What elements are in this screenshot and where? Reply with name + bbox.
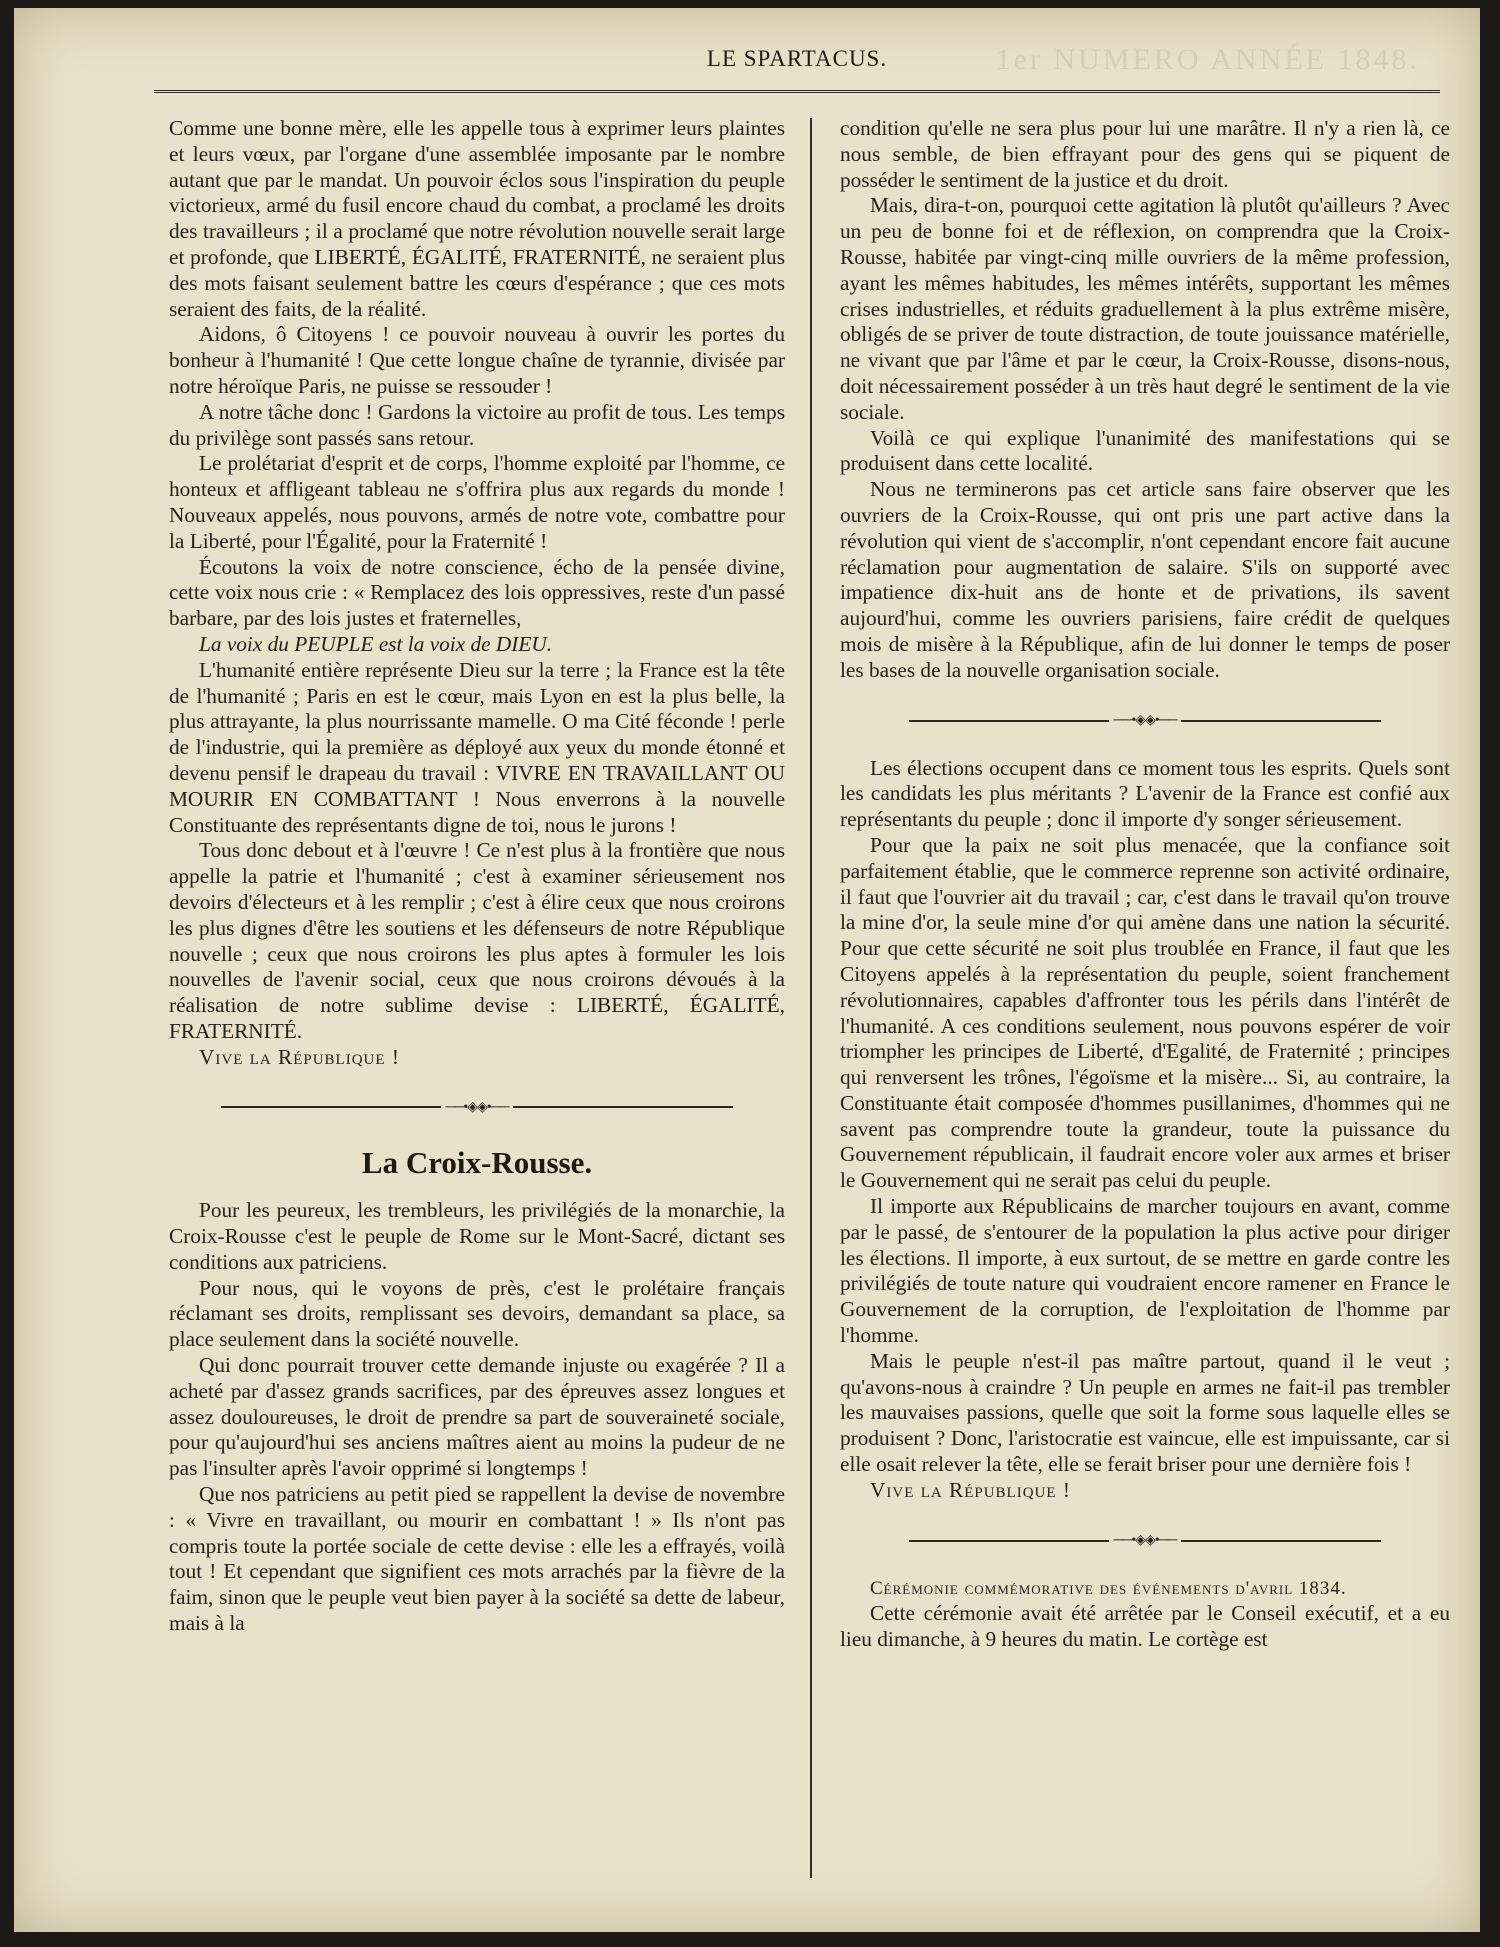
paragraph: Voilà ce qui explique l'unanimité des manifestations qui se produisent dans cette localité.: [840, 425, 1450, 476]
newspaper-title: LE SPARTACUS.: [706, 46, 888, 71]
paragraph: Qui donc pourrait trouver cette demande injuste ou exagérée ? Il a acheté par d'assez grands sacrifices, par des épreuves assez longues et assez douloureuses, le droit de prendre sa part de souveraineté sociale, pour qu'aujourd'hui ses anciens maîtres aient au moins la pudeur de ne pas l'insulter après l'avoir opprimé si longtemps !: [169, 1353, 785, 1481]
paragraph: Écoutons la voix de notre conscience, écho de la pensée divine, cette voix nous crie : « Remplacez des lois oppressives, reste d'un passé barbare, par des lois justes et fraternelles,: [169, 554, 785, 631]
paragraph: Il importe aux Républicains de marcher toujours en avant, comme par le passé, de s'entourer de la population la plus active pour diriger les élections. Il importe, à eux surtout, de se mettre en garde contre les privilégiés de toute nature qui voudraient encore ramener en France le Gouvernement de la corruption, de l'exploitation de l'homme par l'homme.: [840, 1194, 1450, 1348]
column-divider: [810, 118, 812, 1878]
closing-slogan: Vive la République !: [870, 1477, 1071, 1502]
paragraph: Cette cérémonie avait été arrêtée par le Conseil exécutif, et a eu lieu dimanche, à 9 heures du matin. Le cortège est: [840, 1601, 1450, 1652]
right-column: [840, 116, 1450, 1653]
paragraph: Le prolétariat d'esprit et de corps, l'homme exploité par l'homme, ce honteux et affligeant tableau ne s'offrira plus aux regards du monde ! Nouveaux appelés, nous pouvons, armés de notre vote, combattre pour la Liberté, pour l'Égalité, pour la Fraternité !: [169, 451, 785, 553]
article-heading: Cérémonie commémorative des événements d'avril 1834.: [870, 1577, 1347, 1599]
paragraph: Tous donc debout et à l'œuvre ! Ce n'est plus à la frontière que nous appelle la patrie et l'humanité ; c'est à examiner sérieusement nos devoirs d'électeurs et à les remplir ; c'est à élire ceux que nous croirons les plus dignes d'être les soutiens et les défenseurs de notre République nouvelle ; ceux que nous croirons les plus aptes à formuler les lois nouvelles de l'avenir social, ceux que nous croirons dévoués à la réalisation de notre sublime devise : LIBERTÉ, ÉGALITÉ, FRATERNITÉ.: [169, 838, 785, 1043]
paragraph: Nous ne terminerons pas cet article sans faire observer que les ouvriers de la Croix-Rousse, qui ont pris une part active dans la révolution qui vient de s'accomplir, n'ont cependant encore fait aucune réclamation pour augmentation de salaire. S'ils on supporté avec impatience dix-huit ans de honte et de privations, ils savent aujourd'hui, comme les ouvriers parisiens, faire crédit de quelques mois de misère à la République, afin de lui donner le temps de poser les bases de la nouvelle organisation sociale.: [840, 477, 1450, 682]
paragraph: Les élections occupent dans ce moment tous les esprits. Quels sont les candidats les plus méritants ? L'avenir de la France est confié aux représentants du peuple ; donc il importe d'y songer sérieusement.: [840, 755, 1450, 832]
paragraph: Mais le peuple n'est-il pas maître partout, quand il le veut ; qu'avons-nous à craindre ? Un peuple en armes ne fait-il pas trembler les mauvaises passions, quelle que soit la forme sous laquelle elles se produisent ? Donc, l'aristocratie est vaincue, elle est impuissante, car si elle osait relever la tête, elle se ferait briser pour une dernière fois !: [840, 1348, 1450, 1477]
closing-slogan: Vive la République !: [199, 1044, 400, 1069]
paragraph: Pour les peureux, les trembleurs, les privilégiés de la monarchie, la Croix-Rousse c'est le peuple de Rome sur le Mont-Sacré, dictant ses conditions aux patriciens.: [169, 1198, 785, 1274]
masthead: [154, 38, 1440, 93]
quote-line: La voix du PEUPLE est la voix de DIEU.: [199, 631, 553, 656]
paragraph: Que nos patriciens au petit pied se rappellent la devise de novembre : « Vivre en travaillant, ou mourir en combattant ! » Ils n'ont pas compris toute la portée sociale de cette devise : elle les a effrayés, voilà tout ! Et cependant que signifient ces mots arrachés par la fièvre de la faim, sinon que le peuple veut bien payer à la société sa dette de labeur, mais à la: [169, 1482, 785, 1636]
paragraph: Mais, dira-t-on, pourquoi cette agitation là plutôt qu'ailleurs ? Avec un peu de bonne foi et de réflexion, on comprendra que la Croix-Rousse, habitée par vingt-cinq mille ouvriers de la même profession, ayant les mêmes habitudes, les mêmes intérêts, supportant les mêmes crises industrielles, et réduits graduellement à la plus extrême misère, obligés de se priver de toute distraction, de toute jouissance matérielle, ne vivant que par l'âme et par le cœur, la Croix-Rousse, disons-nous, doit nécessairement posséder à un très haut degré le sentiment de la vie sociale.: [840, 193, 1450, 424]
paragraph: condition qu'elle ne sera plus pour lui une marâtre. Il n'y a rien là, ce nous semble, de bien effrayant pour des gens qui se piquent de posséder le sentiment de la justice et du droit.: [840, 116, 1450, 192]
section-divider-ornament: ──•◈◈•──: [840, 1520, 1450, 1562]
section-divider-ornament: ──•◈◈•──: [169, 1086, 785, 1128]
paragraph: A notre tâche donc ! Gardons la victoire au profit de tous. Les temps du privilège sont passés sans retour.: [169, 399, 785, 450]
paragraph: Comme une bonne mère, elle les appelle tous à exprimer leurs plaintes et leurs vœux, par l'organe d'une assemblée imposante par le nombre autant que par le mandat. Un pouvoir éclos sous l'inspiration du peuple victorieux, armé du fusil encore chaud du combat, a proclamé les droits des travailleurs ; il a proclamé que notre révolution nouvelle serait large et profonde, que LIBERTÉ, ÉGALITÉ, FRATERNITÉ, ne seraient plus des mots faisant seulement battre les cœurs d'espérance ; que ces mots seraient des faits, de la réalité.: [169, 116, 785, 321]
left-column: [169, 116, 785, 1637]
section-title: La Croix-Rousse.: [361, 1145, 593, 1181]
paragraph: Pour nous, qui le voyons de près, c'est le prolétaire français réclamant ses droits, remplissant ses devoirs, demandant sa place, sa place seulement dans la société nouvelle.: [169, 1275, 785, 1352]
bleed-through-header: 1er NUMERO ANNÉE 1848.: [995, 43, 1420, 76]
paragraph: L'humanité entière représente Dieu sur la terre ; la France est la tête de l'humanité ; Paris en est le cœur, mais Lyon en est la plus belle, la plus attrayante, la plus nourrissante mamelle. O ma Cité féconde ! perle de l'industrie, qui la première as déployé aux yeux du monde étonné et devenu pensif le drapeau du travail : VIVRE EN TRAVAILLANT OU MOURIR EN COMBATTANT ! Nous enverrons à la nouvelle Constituante des représentants digne de toi, nous le jurons !: [169, 657, 785, 837]
section-divider-ornament: ──•◈◈•──: [840, 700, 1450, 742]
paragraph: Pour que la paix ne soit plus menacée, que la confiance soit parfaitement établie, que le commerce reprenne son activité ordinaire, il faut que l'ouvrier ait du travail ; car, c'est dans le travail qu'on trouve la mine d'or, la seule mine d'or qui amène dans une nation la sécurité. Pour que cette sécurité ne soit plus troublée en France, il faut que les Citoyens appelés à la représentation du peuple, soient franchement révolutionnaires, capables d'affronter tous les périls dans l'intérêt de l'humanité. A ces conditions seulement, nous pouvons espérer de voir triompher les principes de Liberté, d'Egalité, de Fraternité ; principes qui renversent les trônes, l'égoïsme et la misère... Si, au contraire, la Constituante était composée d'hommes pusillanimes, d'hommes qui ne savent pas comprendre toute la grandeur, toute la puissance du Gouvernement républicain, il faudrait encore voler aux armes et briser le Gouvernement qui ne serait pas celui du peuple.: [840, 832, 1450, 1193]
paragraph: Aidons, ô Citoyens ! ce pouvoir nouveau à ouvrir les portes du bonheur à l'humanité ! Que cette longue chaîne de tyrannie, divisée par notre héroïque Paris, ne puisse se ressouder !: [169, 322, 785, 398]
newspaper-page: [14, 8, 1480, 1932]
